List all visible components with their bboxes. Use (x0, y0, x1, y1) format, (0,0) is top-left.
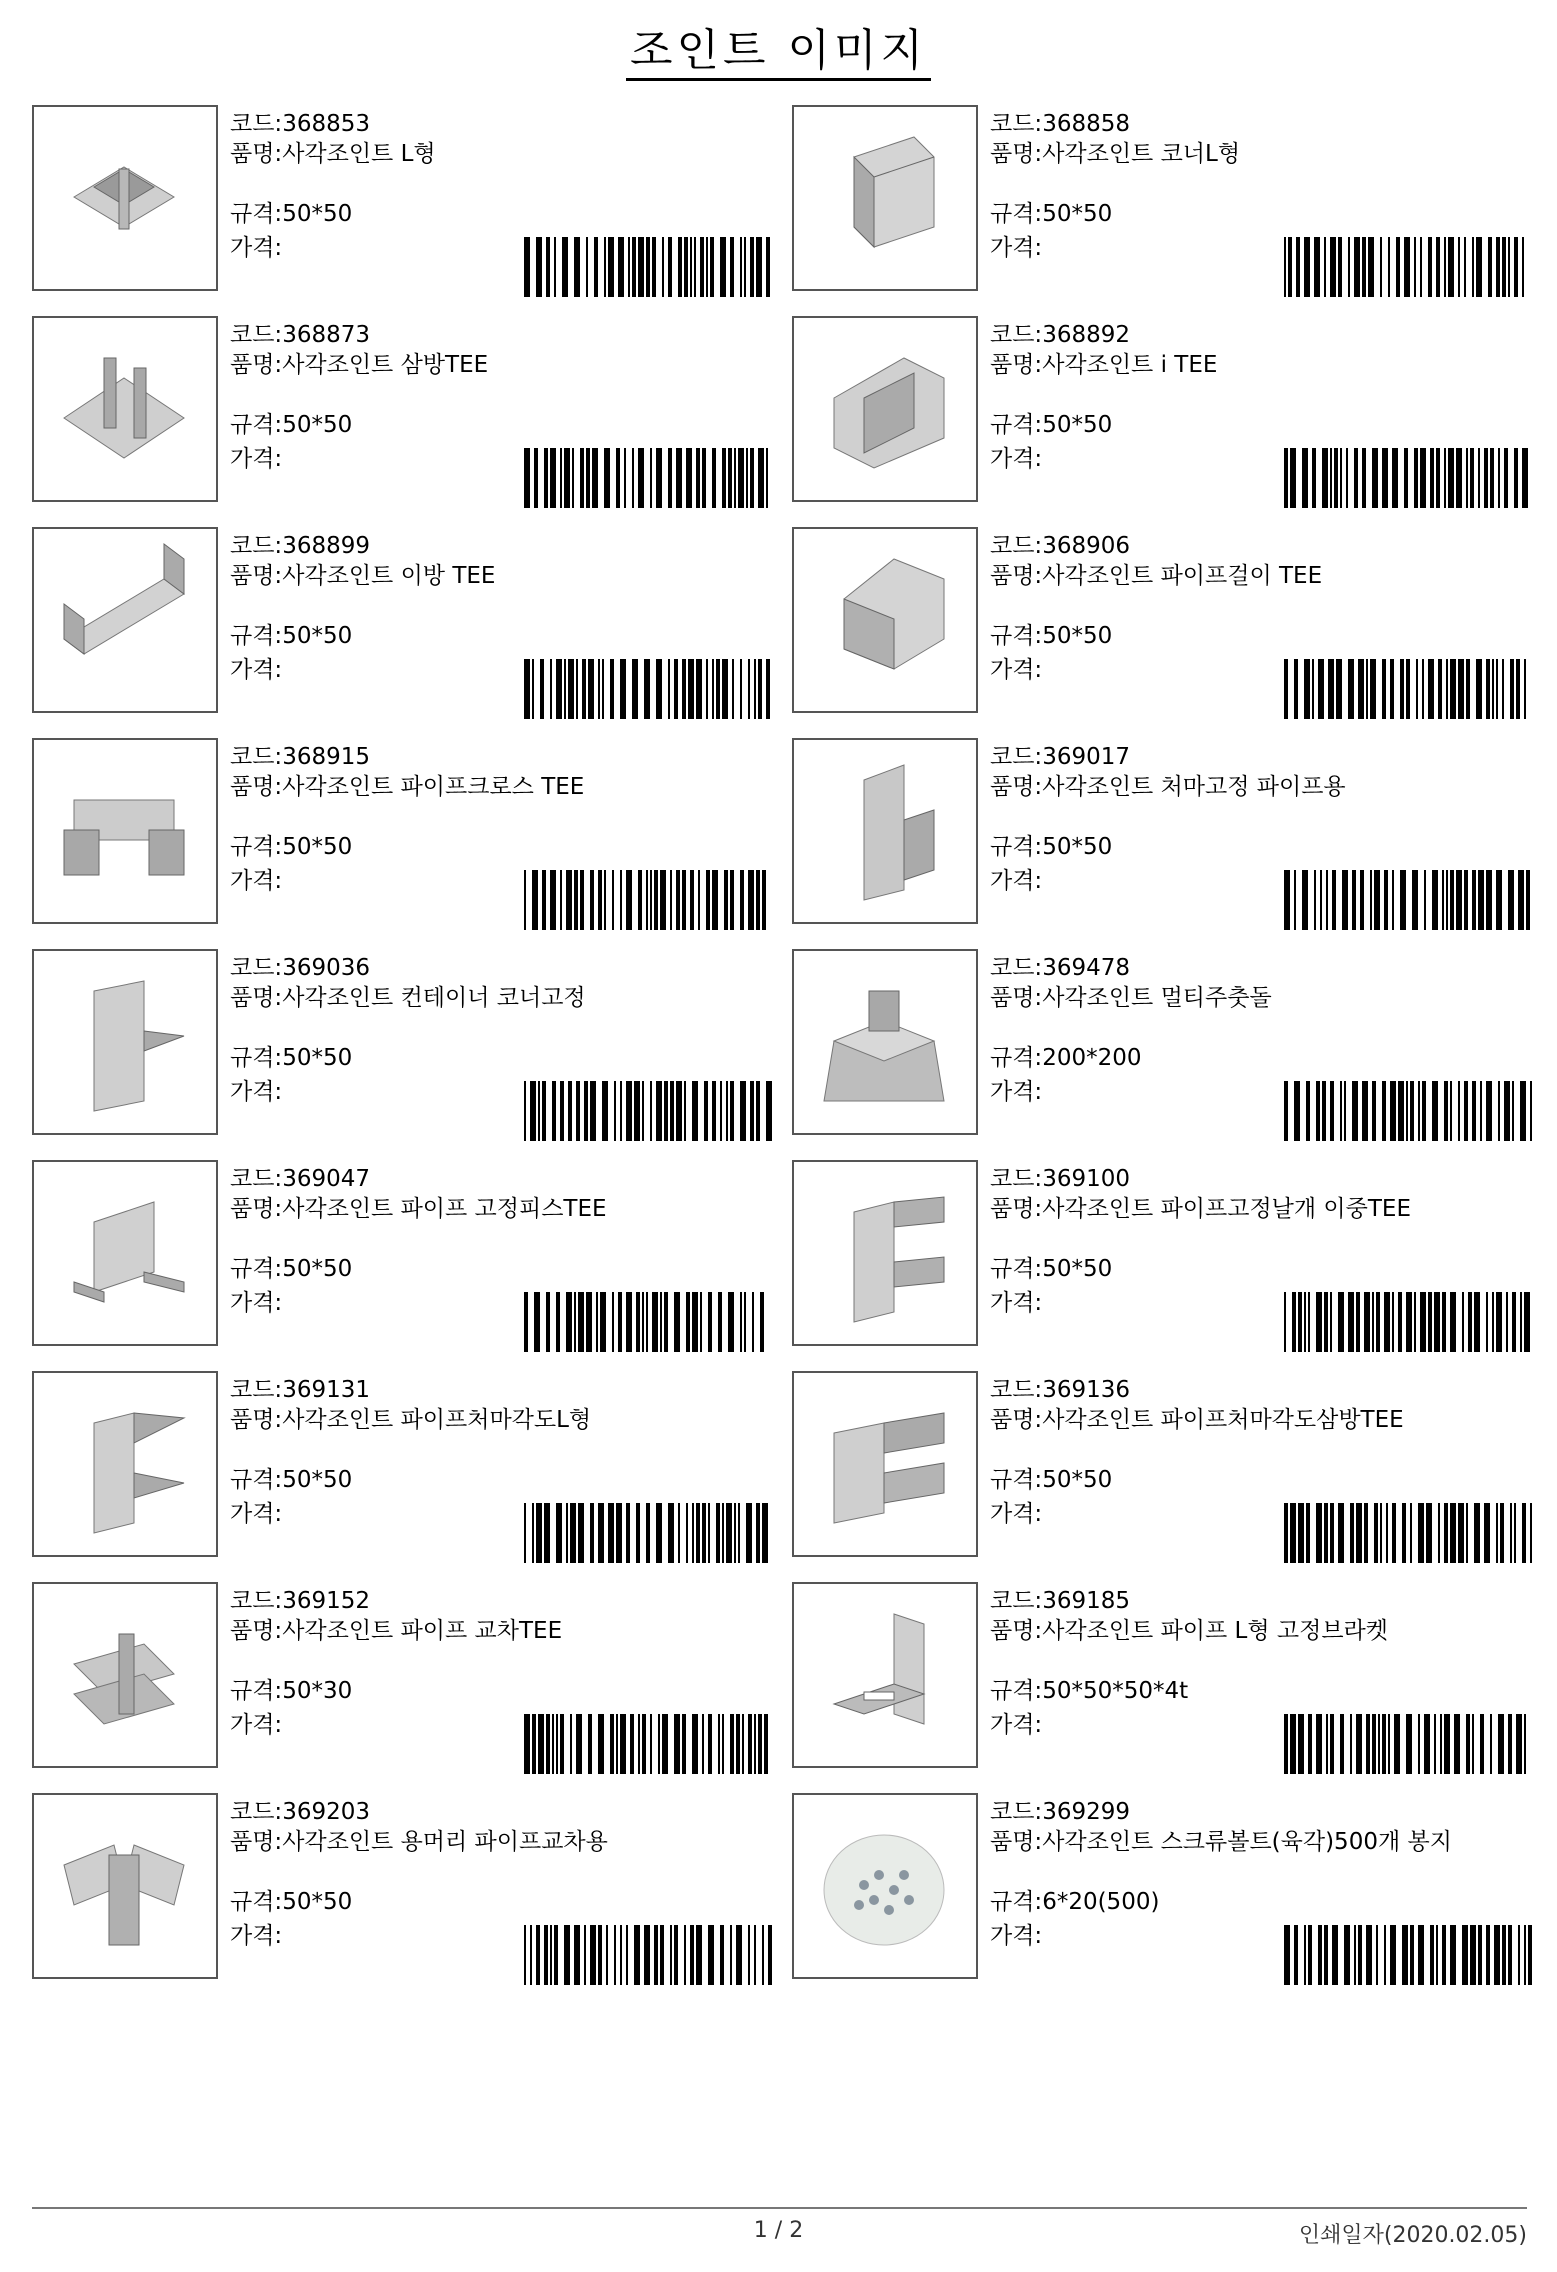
product-spec: 규격:50*30 (230, 1678, 353, 1704)
product-name: 품명:사각조인트 파이프처마각도삼방TEE (990, 1407, 1404, 1433)
product-price: 가격: (230, 1712, 283, 1738)
product-thumbnail (792, 1160, 978, 1346)
product-spec: 규격:50*50 (230, 1467, 353, 1493)
product-spec: 규격:50*50 (990, 412, 1113, 438)
pipe-eave-angle-l-image (34, 1373, 216, 1555)
barcode-image (524, 1292, 772, 1352)
barcode-image (524, 1503, 772, 1563)
product-code: 코드:369036 (230, 955, 370, 981)
product-price: 가격: (990, 1079, 1043, 1105)
product-spec: 규격:50*50 (990, 623, 1113, 649)
barcode-image (1284, 1503, 1532, 1563)
barcode-image (1284, 870, 1532, 930)
product-code: 코드:369299 (990, 1799, 1130, 1825)
product-thumbnail (32, 1582, 218, 1768)
barcode-image (524, 1081, 772, 1141)
product-code: 코드:368858 (990, 111, 1130, 137)
product-code: 코드:369017 (990, 744, 1130, 770)
product-thumbnail (792, 105, 978, 291)
product-code: 코드:369136 (990, 1377, 1130, 1403)
product-thumbnail (792, 949, 978, 1135)
product-spec: 규격:50*50 (230, 1889, 353, 1915)
product-name: 품명:사각조인트 i TEE (990, 352, 1218, 378)
product-card (792, 316, 1537, 506)
product-name: 품명:사각조인트 파이프고정날개 이중TEE (990, 1196, 1411, 1222)
product-card (792, 1160, 1537, 1350)
product-name: 품명:사각조인트 스크류볼트(육각)500개 봉지 (990, 1829, 1452, 1855)
barcode-image (1284, 1292, 1532, 1352)
pipe-cross-tee-image (34, 740, 216, 922)
product-price: 가격: (230, 657, 283, 683)
page-number: 1 / 2 (753, 2218, 804, 2243)
product-card (792, 949, 1537, 1139)
product-spec: 규격:50*50 (230, 1256, 353, 1282)
product-name: 품명:사각조인트 멀티주춧돌 (990, 985, 1272, 1011)
product-code: 코드:369047 (230, 1166, 370, 1192)
product-name: 품명:사각조인트 용머리 파이프교차용 (230, 1829, 608, 1855)
product-name: 품명:사각조인트 파이프크로스 TEE (230, 774, 585, 800)
barcode-image (1284, 1714, 1532, 1774)
product-thumbnail (32, 1371, 218, 1557)
product-name: 품명:사각조인트 코너L형 (990, 141, 1241, 167)
product-price: 가격: (230, 446, 283, 472)
product-spec: 규격:50*50 (230, 412, 353, 438)
two-way-tee-image (34, 529, 216, 711)
product-price: 가격: (990, 868, 1043, 894)
product-code: 코드:369478 (990, 955, 1130, 981)
screw-bag-image (794, 1795, 976, 1977)
product-thumbnail (32, 105, 218, 291)
product-card (32, 1793, 777, 1983)
product-card (792, 1582, 1537, 1772)
product-price: 가격: (990, 1290, 1043, 1316)
product-card (32, 1371, 777, 1561)
product-card (32, 738, 777, 928)
product-card (32, 949, 777, 1139)
product-spec: 규격:200*200 (990, 1045, 1142, 1071)
product-code: 코드:368892 (990, 322, 1130, 348)
pipe-fix-piece-tee-image (34, 1162, 216, 1344)
product-name: 품명:사각조인트 파이프처마각도L형 (230, 1407, 592, 1433)
product-price: 가격: (230, 235, 283, 261)
product-thumbnail (792, 1371, 978, 1557)
ridge-cross-image (34, 1795, 216, 1977)
barcode-image (524, 237, 772, 297)
product-code: 코드:368899 (230, 533, 370, 559)
barcode-image (1284, 237, 1532, 297)
product-price: 가격: (990, 446, 1043, 472)
product-price: 가격: (990, 1923, 1043, 1949)
pipe-cross-image (34, 1584, 216, 1766)
product-thumbnail (32, 738, 218, 924)
product-spec: 규격:50*50 (990, 1467, 1113, 1493)
barcode-image (524, 870, 772, 930)
pipe-wing-double-tee-image (794, 1162, 976, 1344)
barcode-image (524, 1925, 772, 1985)
product-price: 가격: (230, 1923, 283, 1949)
barcode-image (524, 659, 772, 719)
product-spec: 규격:50*50 (990, 201, 1113, 227)
product-thumbnail (32, 316, 218, 502)
barcode-image (1284, 1925, 1532, 1985)
product-price: 가격: (230, 1290, 283, 1316)
eave-fix-image (794, 740, 976, 922)
product-card (32, 105, 777, 295)
product-card (32, 1582, 777, 1772)
product-code: 코드:369131 (230, 1377, 370, 1403)
barcode-image (1284, 1081, 1532, 1141)
print-date: 인쇄일자(2020.02.05) (1298, 2223, 1527, 2248)
product-name: 품명:사각조인트 파이프 L형 고정브라켓 (990, 1618, 1388, 1644)
product-thumbnail (32, 1160, 218, 1346)
product-code: 코드:368915 (230, 744, 370, 770)
corner-l-joint-image (794, 107, 976, 289)
barcode-image (524, 1714, 772, 1774)
product-card (792, 527, 1537, 717)
product-thumbnail (32, 1793, 218, 1979)
pipe-eave-angle-tee-image (794, 1373, 976, 1555)
product-thumbnail (792, 1582, 978, 1768)
product-spec: 규격:50*50 (990, 834, 1113, 860)
product-price: 가격: (230, 1079, 283, 1105)
product-code: 코드:369203 (230, 1799, 370, 1825)
product-spec: 규격:50*50 (230, 201, 353, 227)
product-price: 가격: (990, 1712, 1043, 1738)
product-code: 코드:369185 (990, 1588, 1130, 1614)
product-thumbnail (792, 316, 978, 502)
product-spec: 규격:50*50 (230, 1045, 353, 1071)
product-price: 가격: (990, 657, 1043, 683)
l-bracket-image (794, 1584, 976, 1766)
container-corner-image (34, 951, 216, 1133)
product-name: 품명:사각조인트 파이프 고정피스TEE (230, 1196, 607, 1222)
product-code: 코드:368873 (230, 322, 370, 348)
l-joint-image (34, 107, 216, 289)
product-thumbnail (792, 527, 978, 713)
product-price: 가격: (230, 1501, 283, 1527)
product-code: 코드:369152 (230, 1588, 370, 1614)
product-card (32, 316, 777, 506)
product-spec: 규격:50*50 (990, 1256, 1113, 1282)
product-name: 품명:사각조인트 이방 TEE (230, 563, 496, 589)
product-thumbnail (32, 527, 218, 713)
product-name: 품명:사각조인트 컨테이너 코너고정 (230, 985, 586, 1011)
product-thumbnail (32, 949, 218, 1135)
product-card (792, 738, 1537, 928)
multi-base-stone-image (794, 951, 976, 1133)
barcode-image (1284, 448, 1532, 508)
barcode-image (1284, 659, 1532, 719)
product-name: 품명:사각조인트 파이프걸이 TEE (990, 563, 1323, 589)
product-card (32, 527, 777, 717)
product-spec: 규격:50*50*50*4t (990, 1678, 1189, 1704)
product-price: 가격: (990, 1501, 1043, 1527)
product-code: 코드:368853 (230, 111, 370, 137)
product-spec: 규격:50*50 (230, 623, 353, 649)
product-spec: 규격:50*50 (230, 834, 353, 860)
barcode-image (524, 448, 772, 508)
product-spec: 규격:6*20(500) (990, 1889, 1160, 1915)
product-card (32, 1160, 777, 1350)
product-price: 가격: (990, 235, 1043, 261)
footer-divider (32, 2207, 1527, 2209)
product-name: 품명:사각조인트 L형 (230, 141, 436, 167)
product-name: 품명:사각조인트 처마고정 파이프용 (990, 774, 1346, 800)
product-code: 코드:368906 (990, 533, 1130, 559)
three-way-tee-image (34, 318, 216, 500)
page-title: 조인트 이미지 (0, 14, 1557, 78)
product-thumbnail (792, 1793, 978, 1979)
product-price: 가격: (230, 868, 283, 894)
i-tee-image (794, 318, 976, 500)
product-code: 코드:369100 (990, 1166, 1130, 1192)
product-card (792, 1793, 1537, 1983)
product-card (792, 105, 1537, 295)
product-name: 품명:사각조인트 삼방TEE (230, 352, 489, 378)
pipe-hanger-tee-image (794, 529, 976, 711)
product-thumbnail (792, 738, 978, 924)
product-card (792, 1371, 1537, 1561)
product-name: 품명:사각조인트 파이프 교차TEE (230, 1618, 563, 1644)
